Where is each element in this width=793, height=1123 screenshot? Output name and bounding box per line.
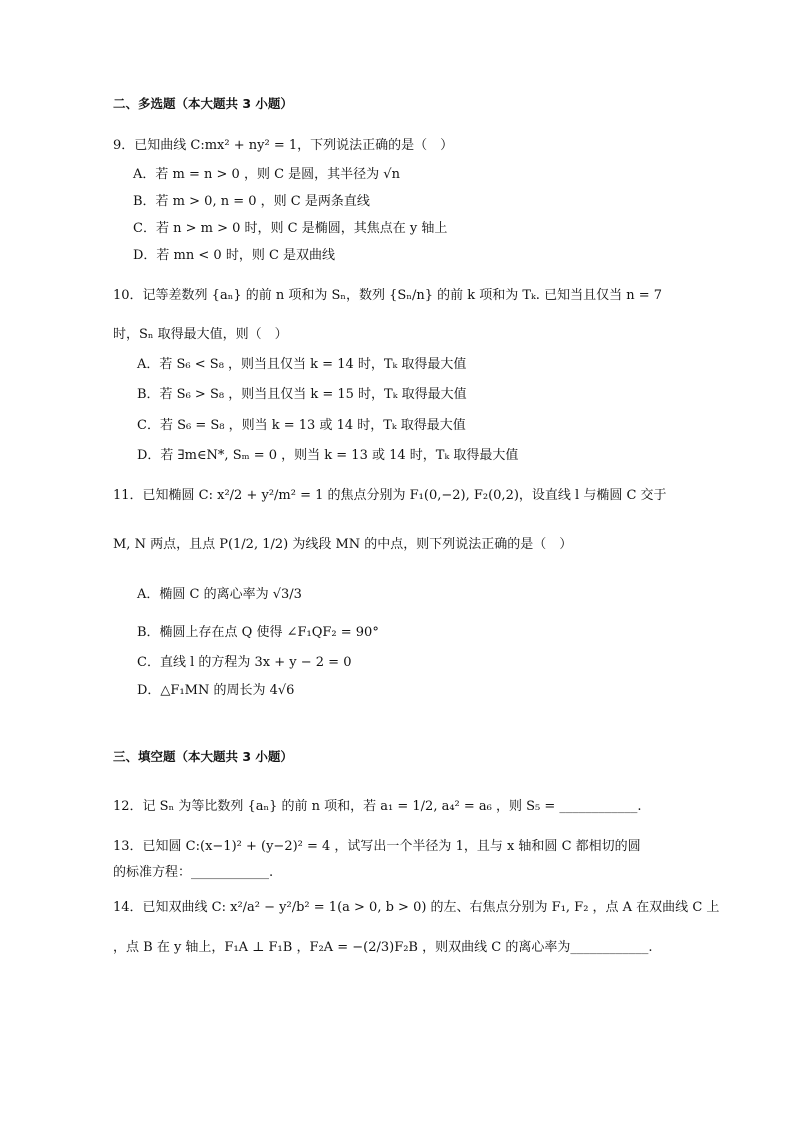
- question-9-option-d: D．若 mn < 0 时，则 C 是双曲线: [133, 248, 336, 263]
- question-11-option-c: C．直线 l 的方程为 3x + y − 2 = 0: [137, 655, 352, 670]
- question-14-line1: 14．已知双曲线 C: x²/a² − y²/b² = 1(a > 0, b > 0) 的左、右焦点分别为 F₁, F₂ ，点 A 在双曲线 C 上: [113, 900, 720, 915]
- question-13-line1: 13．已知圆 C:(x−1)² + (y−2)² = 4 ，试写出一个半径为 1，且与 x 轴和圆 C 都相切的圆: [113, 839, 641, 854]
- section-heading-multiple-choice: 二、多选题（本大题共 3 小题）: [113, 96, 293, 111]
- question-9-stem: 9．已知曲线 C:mx² + ny² = 1，下列说法正确的是（ ）: [113, 138, 454, 153]
- question-11-option-b: B．椭圆上存在点 Q 使得 ∠F₁QF₂ = 90°: [137, 625, 379, 640]
- question-13-line2: 的标准方程：____________.: [113, 865, 274, 880]
- question-10-option-a: A．若 S₆ < S₈ ，则当且仅当 k = 14 时，Tₖ 取得最大值: [137, 357, 467, 372]
- question-10-option-d: D．若 ∃m∈N*, Sₘ = 0 ，则当 k = 13 或 14 时，Tₖ 取得最大值: [137, 448, 519, 463]
- question-9-option-b: B．若 m > 0, n = 0 ，则 C 是两条直线: [133, 194, 370, 209]
- question-10-option-c: C．若 S₆ = S₈ ，则当 k = 13 或 14 时，Tₖ 取得最大值: [137, 418, 466, 433]
- question-11-stem-line1: 11．已知椭圆 C: x²/2 + y²/m² = 1 的焦点分别为 F₁(0,−2), F₂(0,2)，设直线 l 与椭圆 C 交于: [113, 488, 667, 503]
- question-14-line2: ，点 B 在 y 轴上，F₁A ⊥ F₁B ，F₂A = −(2/3)F₂B ，则双曲线 C 的离心率为____________.: [113, 940, 653, 955]
- section-heading-fill-in: 三、填空题（本大题共 3 小题）: [113, 749, 293, 764]
- question-11-stem-line2: M, N 两点，且点 P(1/2, 1/2) 为线段 MN 的中点，则下列说法正确的是（ ）: [113, 537, 573, 552]
- question-9-option-a: A．若 m = n > 0 ，则 C 是圆，其半径为 √n: [133, 167, 400, 182]
- question-11-option-d: D．△F₁MN 的周长为 4√6: [137, 683, 295, 698]
- question-12: 12．记 Sₙ 为等比数列 {aₙ} 的前 n 项和，若 a₁ = 1/2, a₄² = a₆ ，则 S₅ = ____________.: [113, 799, 642, 814]
- question-11-option-a: A．椭圆 C 的离心率为 √3/3: [137, 587, 302, 602]
- question-10-stem-line1: 10．记等差数列 {aₙ} 的前 n 项和为 Sₙ，数列 {Sₙ/n} 的前 k 项和为 Tₖ. 已知当且仅当 n = 7: [113, 288, 662, 303]
- question-9-option-c: C．若 n > m > 0 时，则 C 是椭圆，其焦点在 y 轴上: [133, 221, 448, 236]
- question-10-stem-line2: 时，Sₙ 取得最大值，则（ ）: [113, 327, 288, 342]
- question-10-option-b: B．若 S₆ > S₈ ，则当且仅当 k = 15 时，Tₖ 取得最大值: [137, 387, 467, 402]
